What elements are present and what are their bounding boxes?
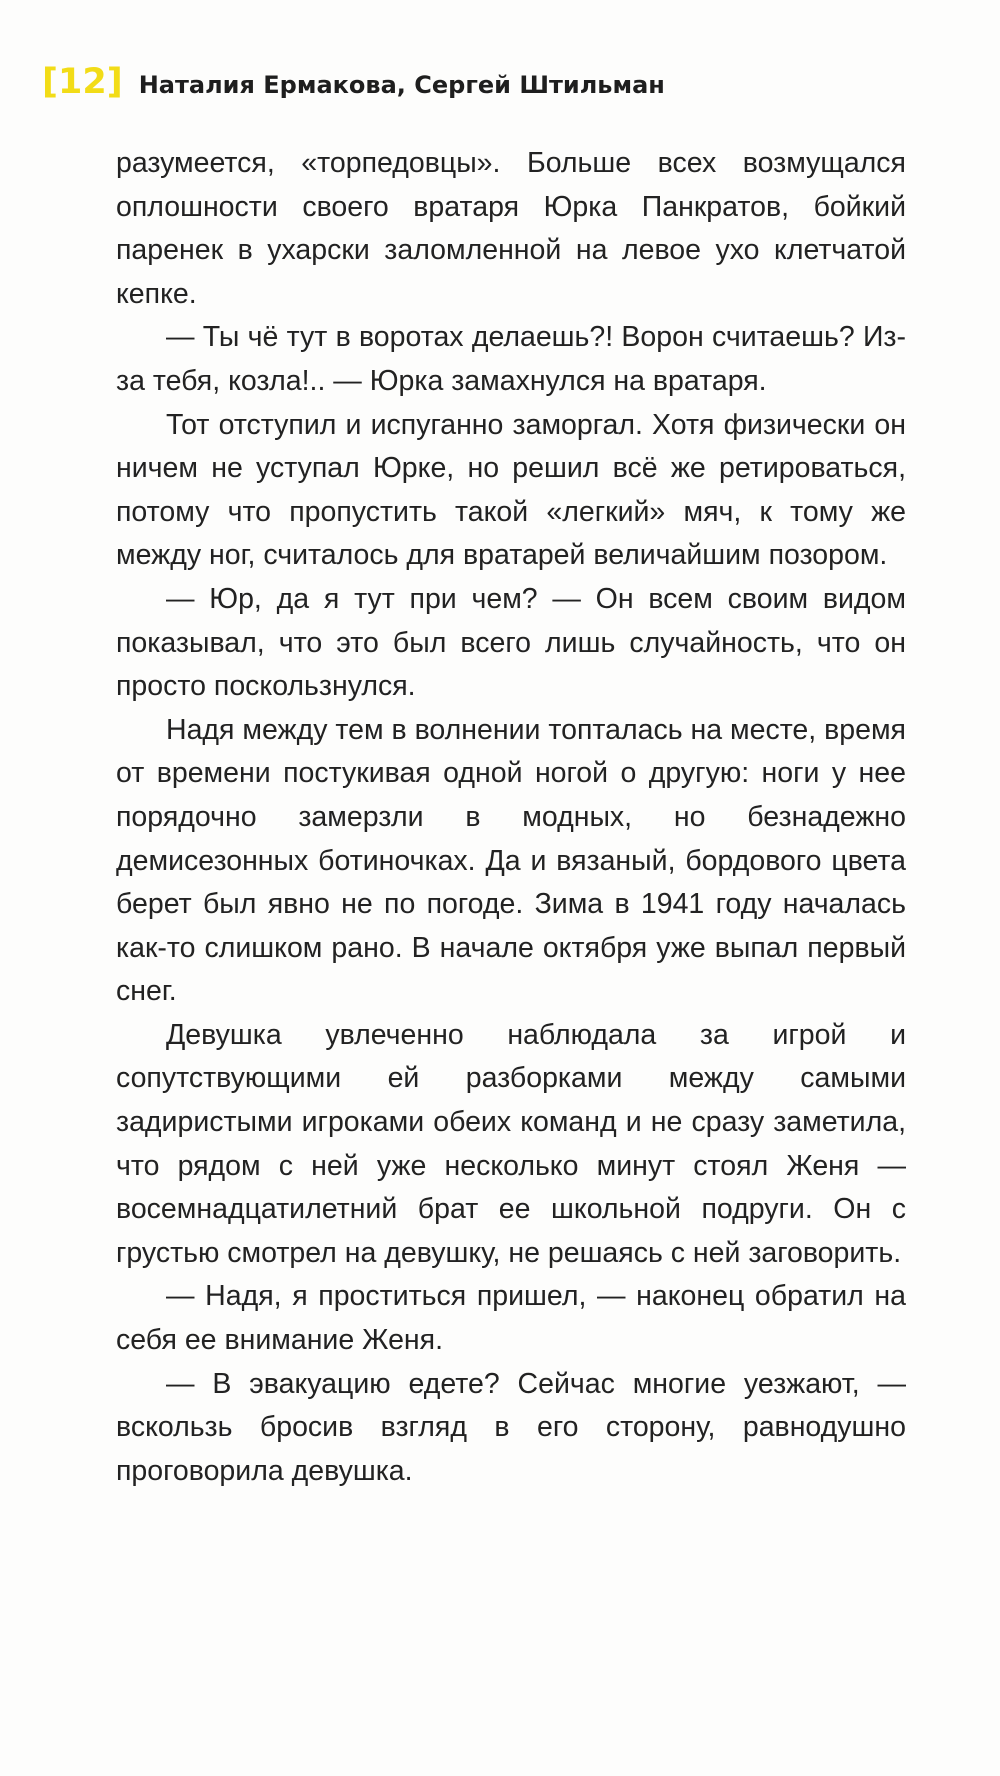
page-number: [12] [42, 62, 123, 102]
paragraph: — Юр, да я тут при чем? — Он всем своим видом показывал, что это был всего лишь случайность, что он просто поскользнулся. [116, 582, 906, 703]
paragraph: — Надя, я проститься пришел, — наконец обратил на себя ее внимание Женя. [116, 1280, 906, 1357]
page-header [42, 62, 665, 102]
paragraph: — Ты чё тут в воротах делаешь?! Ворон считаешь? Из-за тебя, козла!.. — Юрка замахнулся на вратаря. [116, 321, 906, 397]
paragraph: разумеется, «торпедовцы». Больше всех возмущался оплошности своего вратаря Юрка Панкратов, бойкий паренек в ухарски заломленной на левое ухо клетчатой кепке. [116, 147, 906, 310]
body-text [116, 142, 906, 1493]
paragraph: — В эвакуацию едете? Сейчас многие уезжают, — вскользь бросив взгляд в его сторону, равнодушно проговорила девушка. [116, 1367, 906, 1487]
paragraph: Девушка увлеченно наблюдала за игрой и сопутствующими ей разборками между самыми задиристыми игроками обеих команд и не сразу заметила, что рядом с ней уже несколько минут стоял Женя — восемнадцатилетний брат ее школьной подруги. Он с грустью смотрел на девушку, не решаясь с ней заговорить. [116, 1018, 906, 1269]
running-head-authors: Наталия Ермакова, Сергей Штильман [138, 71, 665, 99]
paragraph: Надя между тем в волнении топталась на месте, время от времени постукивая одной ногой о другую: ноги у нее порядочно замерзли в модных, но безнадежно демисезонных ботиночках. Да и вязаный, бордового цвета берет был явно не по погоде. Зима в 1941 году началась как-то слишком рано. В начале октября уже выпал первый снег. [116, 713, 906, 1008]
paragraph: Тот отступил и испуганно заморгал. Хотя физически он ничем не уступал Юрке, но решил всё же ретироваться, потому что пропустить такой «легкий» мяч, к тому же между ног, считалось для вратарей величайшим позором. [116, 408, 906, 572]
